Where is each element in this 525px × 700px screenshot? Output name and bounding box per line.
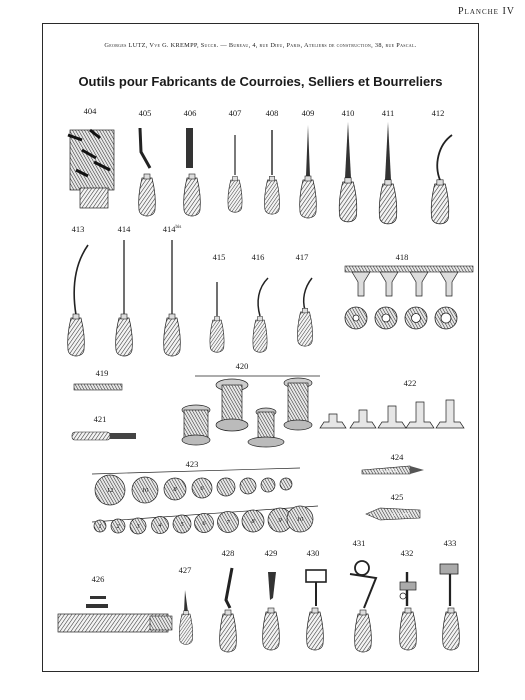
figure-number-430: 430 [306,548,320,558]
disc-label: 6 [200,485,204,492]
figure-number-405: 405 [138,108,152,118]
figure-number-404: 404 [83,106,97,116]
tool-406 [184,128,201,216]
tool-424 [362,466,424,474]
figure-number-414: 414 [117,224,131,234]
disc-label: 8 [251,518,255,525]
tool-411 [379,122,397,224]
figure-number-423: 423 [185,459,199,469]
tool-405 [139,128,156,216]
figure-number-406: 406 [183,108,197,118]
figure-number-427: 427 [178,565,192,575]
figure-number-428: 428 [221,548,235,558]
tool-430 [306,570,326,650]
tool-431 [350,561,376,652]
tool-410 [339,122,357,222]
tool-417 [297,278,312,346]
figure-number-429: 429 [264,548,278,558]
tool-413 [68,245,88,356]
figure-number-433: 433 [443,538,457,548]
masthead: Georges LUTZ, Vve G. KREMPP, Succr. — Bureau, 4, rue Dieu, Paris, Ateliers de construction, 38, rue Pascal. [104,42,417,49]
tool-414-bis [164,240,181,356]
figure-number-413: 413 [71,224,85,234]
tool-428 [220,568,237,652]
disc-label: 6 [202,520,206,527]
tool-421 [72,432,136,440]
tool-415 [210,282,224,352]
tool-420 [182,376,320,447]
figure-number-407: 407 [228,108,242,118]
figure-number-431: 431 [352,538,366,548]
figure-number-412: 412 [431,108,445,118]
disc-label: 3 [136,523,140,530]
figure-number-414-bis: $414^{bis}$ [162,224,182,234]
tool-433 [440,564,459,650]
disc-label: 12 [106,487,114,494]
disc-label: 10 [141,487,149,494]
disc-label: 8 [173,486,177,493]
tool-407 [228,135,242,212]
disc-label: 7 [226,519,230,526]
figure-number-425: 425 [390,492,404,502]
tool-422 [320,400,464,428]
tool-409 [300,125,317,218]
disc-label: 5 [180,521,184,528]
figure-number-420: 420 [235,361,249,371]
disc-label: 9 [278,517,282,524]
figure-number-418: 418 [395,252,409,262]
figure-number-419: 419 [95,368,109,378]
tool-418 [345,266,473,329]
figure-number-415: 415 [212,252,226,262]
tool-416 [253,278,268,352]
tool-414 [116,240,133,356]
figure-number-424: 424 [390,452,404,462]
figure-number-408: 408 [265,108,279,118]
tool-419 [74,384,122,390]
tool-429 [263,572,280,650]
tool-412 [431,135,452,224]
figure-number-409: 409 [301,108,315,118]
figure-number-422: 422 [403,378,417,388]
figure-number-426: 426 [91,574,105,584]
figure-number-411: 411 [381,108,395,118]
plate-number: Planche IV [458,6,515,17]
disc-label: 4 [158,522,162,529]
page-title: Outils pour Fabricants de Courroies, Selliers et Bourreliers [78,74,443,89]
figure-number-410: 410 [341,108,355,118]
figure-number-416: 416 [251,252,265,262]
figure-number-417: 417 [295,252,309,262]
stamp-424: G. LUTZ [380,468,398,473]
tool-427 [179,590,192,644]
disc-label: 1 [98,523,102,530]
figure-number-432: 432 [400,548,414,558]
tool-432 [400,572,417,650]
tool-408 [264,130,279,214]
tool-404 [68,130,114,208]
disc-label: 2 [116,523,120,530]
tool-426 [58,596,172,632]
figure-number-421: 421 [93,414,107,424]
stamp-425: G. LUTZ [392,512,410,517]
disc-label: 10 [296,516,304,523]
tool-425 [366,508,420,520]
